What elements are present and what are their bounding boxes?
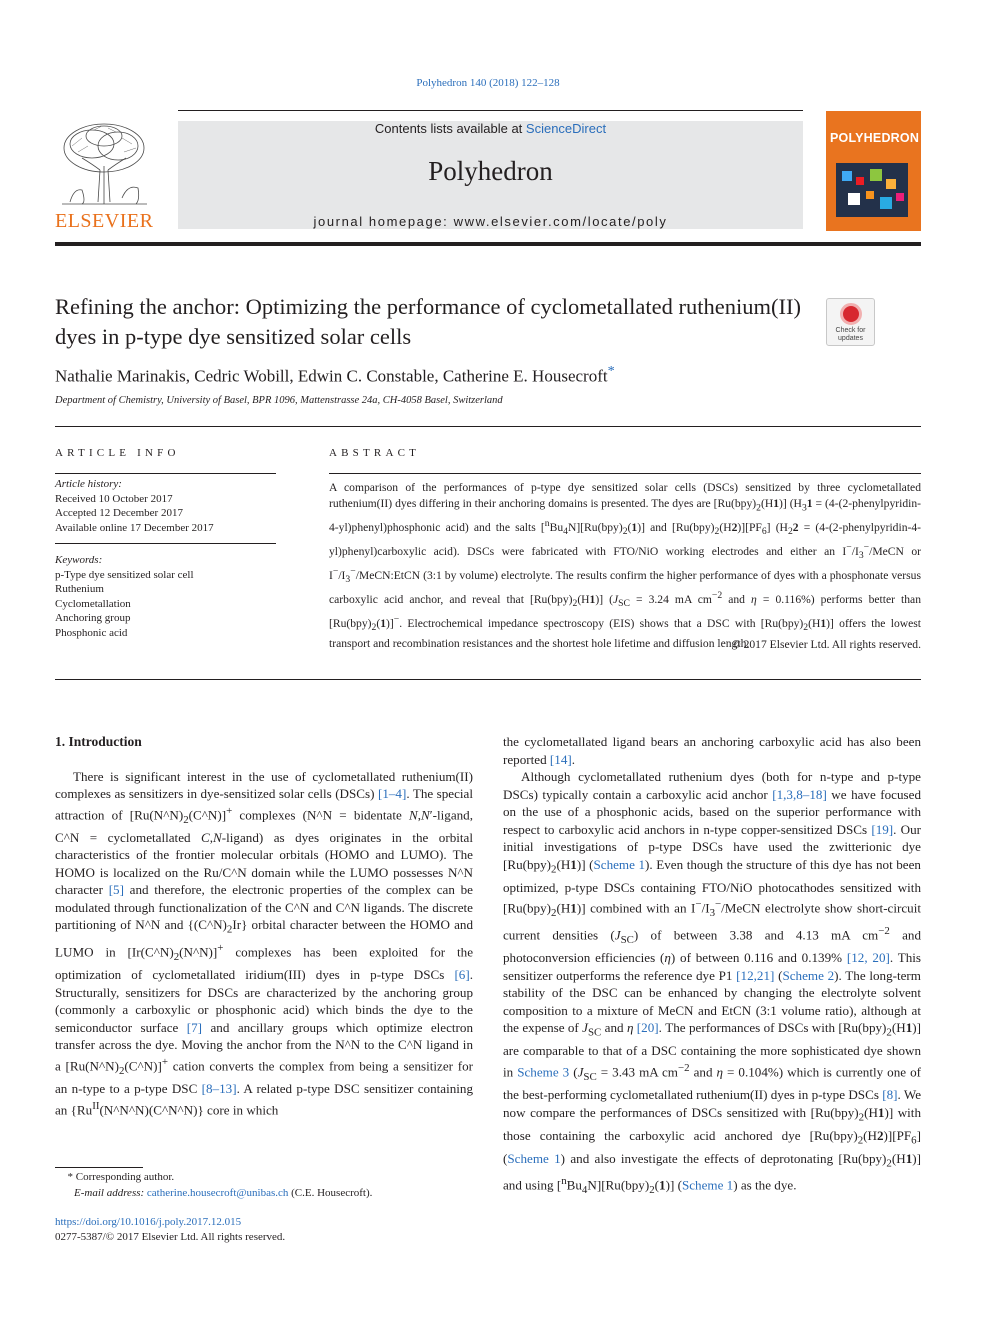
history-accepted: Accepted 12 December 2017: [55, 507, 183, 519]
journal-name: Polyhedron: [428, 156, 553, 186]
abstract-heading: ABSTRACT: [329, 447, 421, 459]
intro-paragraph-1: There is significant interest in the use of cyclometallated ruthenium(II) complexes as sensitizers in dye-sensitized solar cells (DSCs) [1–4]. The special attraction of $[Ru(N\^{}N)_2(C\^{}N)]^+$ complexes (N^N = bidentate N,N′-ligand, C^N = cyclometallated C,N-ligand) as dyes originates in the orbital characteristics of the frontier molecular orbitals (HOMO and LUMO). The HOMO is localized on the Ru/C^N domain while the LUMO possesses N^N character [5] and therefore, the electronic properties of the complex can be modulated through functionalization of the C^N and C^N ligands. The discrete partitioning of N^N and $\{(C\^{}N)_2Ir\}$ orbital character between the HOMO and LUMO in $[Ir(C\^{}N)_2(N\^{}N)]^+$ complexes has been exploited for the optimization of cyclometallated iridium(III) dyes in p-type DSCs [6]. Structurally, sensitizers for DSCs are characterized by the anchoring group (commonly a carboxylic or phosphonic acid) which binds the dye to the semiconductor surface [7] and ancillary groups which optimize electron transfer across the dye. Moving the anchor from the N^N to the C^N ligand in a $[Ru(N\^{}N)_2(C\^{}N)]^+$ cation converts the complex from being a sensitizer for an n-type to a p-type DSC [8–13]. A related p-type DSC sensitizer containing an $\{Ru^{II}(N\^{}N\^{}N)(C\^{}N\^{}N)\}$ core in which: [55, 768, 474, 1117]
issn-line: 0277-5387/© 2017 Elsevier Ltd. All rights reserved.: [55, 1231, 286, 1243]
elsevier-wordmark: ELSEVIER: [55, 210, 154, 232]
author-affiliation: Department of Chemistry, University of Basel, BPR 1096, Mattenstrasse 24a, CH-4058 Basel, Switzerland: [55, 395, 503, 406]
homepage-url[interactable]: www.elsevier.com/locate/poly: [453, 214, 668, 229]
cover-artwork-graphic: [836, 163, 908, 217]
article-info-heading: ARTICLE INFO: [55, 447, 180, 459]
email-suffix: (C.E. Housecroft).: [288, 1187, 373, 1199]
article-title: Refining the anchor: Optimizing the performance of cyclometallated ruthenium(II) dyes in p-type dye sensitized solar cells: [55, 294, 801, 349]
check-for-updates-badge[interactable]: [826, 298, 875, 346]
contents-line: [178, 121, 803, 136]
introduction-heading: 1. Introduction: [55, 734, 142, 749]
contents-prefix: Contents lists available at: [374, 121, 526, 136]
abstract-rule: [329, 473, 921, 474]
email-label: E-mail address:: [74, 1187, 147, 1199]
journal-homepage: [178, 214, 803, 229]
check-for-updates-label: Check for updates: [835, 327, 866, 342]
cover-artwork: [836, 163, 908, 217]
abstract-text: A comparison of the performances of p-type dye sensitized solar cells (DSCs) sensitized by three cyclometallated ruthenium(II) dyes differing in their anchoring domains is presented. The dyes are $[Ru(bpy)_2(H1)] (H_31$ = (4-(2-phenylpyridin-4-yl)phenyl)phosphonic acid) and the salts $[^nBu_4N][Ru(bpy)_2(1)]$ and $[Ru(bpy)_2(H2)][PF_6] (H_22$ = (4-(2-phenylpyridin-4-yl)phenyl)carboxylic acid). DSCs were fabricated with FTO/NiO working electrodes and either an $I^-/I_3^-$/MeCN or $I^-/I_3^-/MeCN:EtCN$ (3:1 by volume) electrolyte. The results confirm the higher performance of dyes with a phosphonate versus carboxylic acid anchor, and reveal that $[Ru(bpy)_2(H1)] (J_{SC} = 3.24$ mA $cm^{-2}$ and η = 0.116%) performs better than $[Ru(bpy)_2(1)]^-$. Electrochemical impedance spectroscopy (EIS) shows that a DSC with $[Ru(bpy)_2(H1)]$ offers the lowest transport and recombination resistances and the shortest hole lifetime and diffusion length.: [329, 481, 922, 650]
bookmark-icon: [840, 303, 862, 325]
author-list: [55, 363, 855, 387]
section-rule-bottom: [55, 679, 921, 680]
journal-reference-link[interactable]: Polyhedron 140 (2018) 122–128: [416, 77, 560, 89]
keywords-list: [55, 553, 276, 640]
author-email-link[interactable]: catherine.housecroft@unibas.ch: [146, 1187, 289, 1199]
sciencedirect-link[interactable]: ScienceDirect: [525, 121, 607, 136]
history-online: Available online 17 December 2017: [55, 521, 214, 534]
authors-names: Nathalie Marinakis, Cedric Wobill, Edwin C. Constable, Catherine E. Housecroft: [55, 366, 608, 386]
history-label: Article history:: [55, 478, 122, 490]
article-history: [55, 477, 276, 535]
keyword-item: Anchoring group: [55, 612, 131, 624]
body-column-right: [503, 733, 921, 1199]
keyword-item: Cyclometallation: [55, 597, 131, 610]
article-info-rule-2: [55, 543, 276, 544]
footnote-corresponding-text: Corresponding author.: [75, 1171, 175, 1183]
journal-cover-thumbnail[interactable]: [826, 111, 921, 231]
homepage-prefix: journal homepage:: [313, 214, 454, 229]
header-thick-rule: [55, 242, 921, 246]
keyword-item: p-Type dye sensitized solar cell: [55, 568, 194, 581]
footnote-star: *: [67, 1171, 73, 1183]
keyword-item: Ruthenium: [55, 583, 104, 595]
intro-paragraph-2: Although cyclometallated ruthenium dyes (both for n-type and p-type DSCs) typically contain a carboxylic acid anchor [1,3,8–18] we have focused on the use of a phosphonic acids, based on the superior performance with respect to carboxylic acid anchors in n-type copper-sensitized DSCs [19]. Our initial investigations of p-type DSCs have used the zwitterionic dye $[Ru(bpy)_2(H1)]$ (Scheme 1). Even though the structure of this dye has not been optimized, p-type DSCs containing FTO/NiO photocathodes sensitized with $[Ru(bpy)_2(H1)]$ combined with an $I^-/I_3^-$/MeCN electrolyte show short-circuit current densities $(J_{SC})$ of between 3.38 and 4.13 mA $cm^{-2}$ and photoconversion efficiencies (η) of between 0.116 and 0.139% [12, 20]. This sensitizer outperforms the reference dye P1 [12,21] (Scheme 2). The long-term stability of the DSC can be enhanced by changing the electrolyte solvent composition to a mixture of MeCN and EtCN (3:1 volume ratio), although at the expense of $J_{SC}$ and η [20]. The performances of DSCs with $[Ru(bpy)_2(H1)]$ are comparable to that of a DSC containing the more sophisticated dye shown in Scheme 3 ($J_{SC} = 3.43$ mA $cm^{-2}$ and η = 0.104%) which is currently one of the best-performing cyclometallated ruthenium(II) dyes in p-type DSCs [8]. We now compare the performances of DSCs sensitized with $[Ru(bpy)_2(H1)]$ with those containing the carboxylic acid anchored dye $[Ru(bpy)_2(H2)][PF_6]$ (Scheme 1) and also investigate the effects of deprotonating $[Ru(bpy)_2(H1)]$ and using $[^nBu_4N][Ru(bpy)_2(1)]$ (Scheme 1) as the dye.: [503, 769, 922, 1196]
body-column-left: [55, 733, 473, 1118]
footnote-rule: [55, 1167, 143, 1168]
header-top-rule: [178, 110, 803, 111]
keywords-label: Keywords:: [55, 554, 103, 566]
cover-title: POLYHEDRON: [830, 131, 920, 145]
keyword-item: Phosphonic acid: [55, 626, 128, 639]
history-received: Received 10 October 2017: [55, 492, 173, 505]
footnote-corresponding: [55, 1171, 475, 1183]
abstract-copyright: © 2017 Elsevier Ltd. All rights reserved.: [731, 638, 921, 651]
doi-link[interactable]: https://doi.org/10.1016/j.poly.2017.12.015: [55, 1216, 242, 1228]
intro-paragraph-1-cont: the cyclometallated ligand bears an anchoring carboxylic acid has also been reported [14].: [503, 734, 921, 767]
corresponding-author-mark[interactable]: *: [607, 363, 615, 379]
footnote-email: [55, 1187, 475, 1199]
section-rule-top: [55, 426, 921, 427]
article-info-rule-1: [55, 473, 276, 474]
